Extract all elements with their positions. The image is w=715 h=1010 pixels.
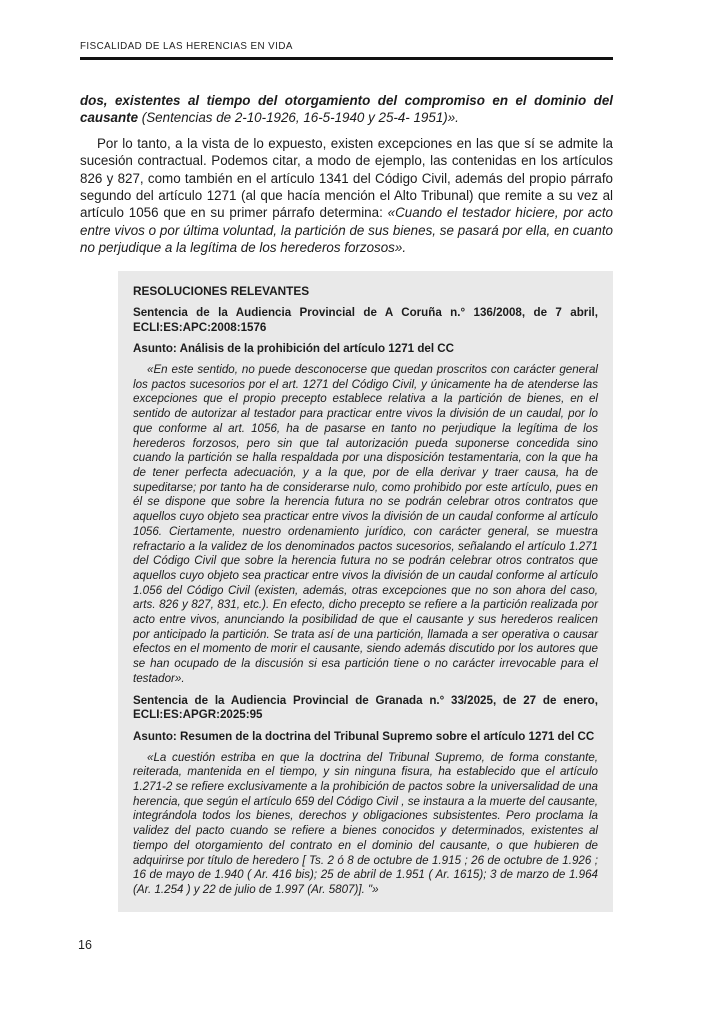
resolutions-box [118, 271, 613, 911]
resolutions-box-title: RESOLUCIONES RELEVANTES [133, 284, 310, 299]
ruling-quote-coruna: «En este sentido, no puede desconocerse que quedan proscritos con carácter general los pactos sucesorios por el art. 1271 del Código Civil, y únicamente ha de atenderse las excepciones que el propio precepto establece relativa a la partición de bienes, en el sentido de autorizar al testador para practicar entre vivos la división de un caudal, por lo que conforme al art. 1056, ha de pasarse en tanto no perjudique la legítima de los herederos forzosos, pero sin que tal autorización pueda suponerse concedida sino cuando la partición se halla respaldada por una disposición testamentaria, con la que ha de tener perfecta adecuación, y a la que, por de ella derivar y traer causa, ha de supeditarse; por tanto ha de considerarse nulo, como prohibido por este artículo, pues en él se dispone que sobre la herencia futura no se podrán celebrar otros contratos que aquellos cuyo objeto sea practicar entre vivos la división de un caudal conforme al artículo 1056. Ciertamente, nuestro ordenamiento jurídico, con carácter general, se muestra refractario a la validez de los denominados pactos sucesorios, señalando el artículo 1.271 del Código Civil que sobre la herencia futura no se podrán celebrar otros contratos que aquellos cuyo objeto sea practicar entre vivos la división de un caudal conforme al artículo 1.056 del Código Civil (existen, además, otras excepciones que no son ahora del caso, arts. 826 y 827, 831, etc.). En efecto, dicho precepto se refiere a la partición realizada por acto entre vivos, anunciando la posibilidad de que el causante y sus herederos realicen por anticipado la partición. Se trata así de una partición, llamada a ser operativa o causar efectos en el momento de morir el causante, siendo además discutido por los autores que se han ocupado de la discusión si esa partición tiene o no carácter irrevocable para el testador». [133, 363, 598, 685]
running-header-title: FISCALIDAD DE LAS HERENCIAS EN VIDA [80, 41, 293, 52]
page-footer [80, 938, 613, 952]
paragraph-continuation-bold-italic: dos, existentes al tiempo del otorgamiento del compromiso en el dominio del causante [80, 92, 613, 125]
ruling-subject-granada: Asunto: Resumen de la doctrina del Tribunal Supremo sobre el artículo 1271 del CC [133, 729, 595, 743]
paragraph-continuation [80, 92, 613, 127]
paragraph-main [80, 135, 613, 256]
paragraph-continuation-citation: (Sentencias de 2-10-1926, 16-5-1940 y 25-4- 1951)». [138, 109, 459, 125]
ruling-heading-granada: Sentencia de la Audiencia Provincial de Granada n.° 33/2025, de 27 de enero, ECLI:ES:APGR:2025:95 [133, 693, 598, 722]
page-number: 16 [78, 937, 92, 952]
paragraph-main-text: Por lo tanto, a la vista de lo expuesto, existen excepciones en las que sí se admite la sucesión contractual. Podemos citar, a modo de ejemplo, las contenidas en los artículos 826 y 827, como también en el artículo 1341 del Código Civil, además del propio párrafo segundo del artículo 1271 (al que hacía mención el Alto Tribunal) que remite a su vez al artículo 1056 que en su primer párrafo determina: [80, 136, 613, 221]
ruling-heading-coruna: Sentencia de la Audiencia Provincial de A Coruña n.° 136/2008, de 7 abril, ECLI:ES:APC:2008:1576 [133, 305, 598, 334]
paragraph-main-inline-quote: «Cuando el testador hiciere, por acto entre vivos o por última voluntad, la partición de sus bienes, se pasará por ella, en cuanto no perjudique a la legítima de los herederos forzosos». [80, 205, 614, 255]
ruling-subject-coruna: Asunto: Análisis de la prohibición del artículo 1271 del CC [133, 342, 455, 356]
page-header [80, 41, 613, 60]
page-body [80, 92, 613, 912]
ruling-quote-granada: «La cuestión estriba en que la doctrina del Tribunal Supremo, de forma constante, reiterada, mantenida en el tiempo, y sin ninguna fisura, ha establecido que el artículo 1.271-2 se refiere exclusivamente a la prohibición de pactos sobre la universalidad de una herencia, que según el artículo 659 del Código Civil , se instaura a la muerte del causante, integrándola todos los bienes, derechos y obligaciones subsistentes. Pero proclama la validez del pacto cuando se refiere a bienes conocidos y determinados, existentes al tiempo del otorgamiento del contrato en el dominio del causante, o que hubieren de adquirirse por título de heredero [ Ts. 2 ó 8 de octubre de 1.915 ; 26 de octubre de 1.926 ; 16 de mayo de 1.940 ( Ar. 416 bis); 25 de abril de 1.951 ( Ar. 1615); 3 de marzo de 1.964 (Ar. 1.254 ) y 22 de julio de 1.997 (Ar. 5807)]. "» [133, 750, 598, 896]
header-rule [80, 57, 613, 60]
